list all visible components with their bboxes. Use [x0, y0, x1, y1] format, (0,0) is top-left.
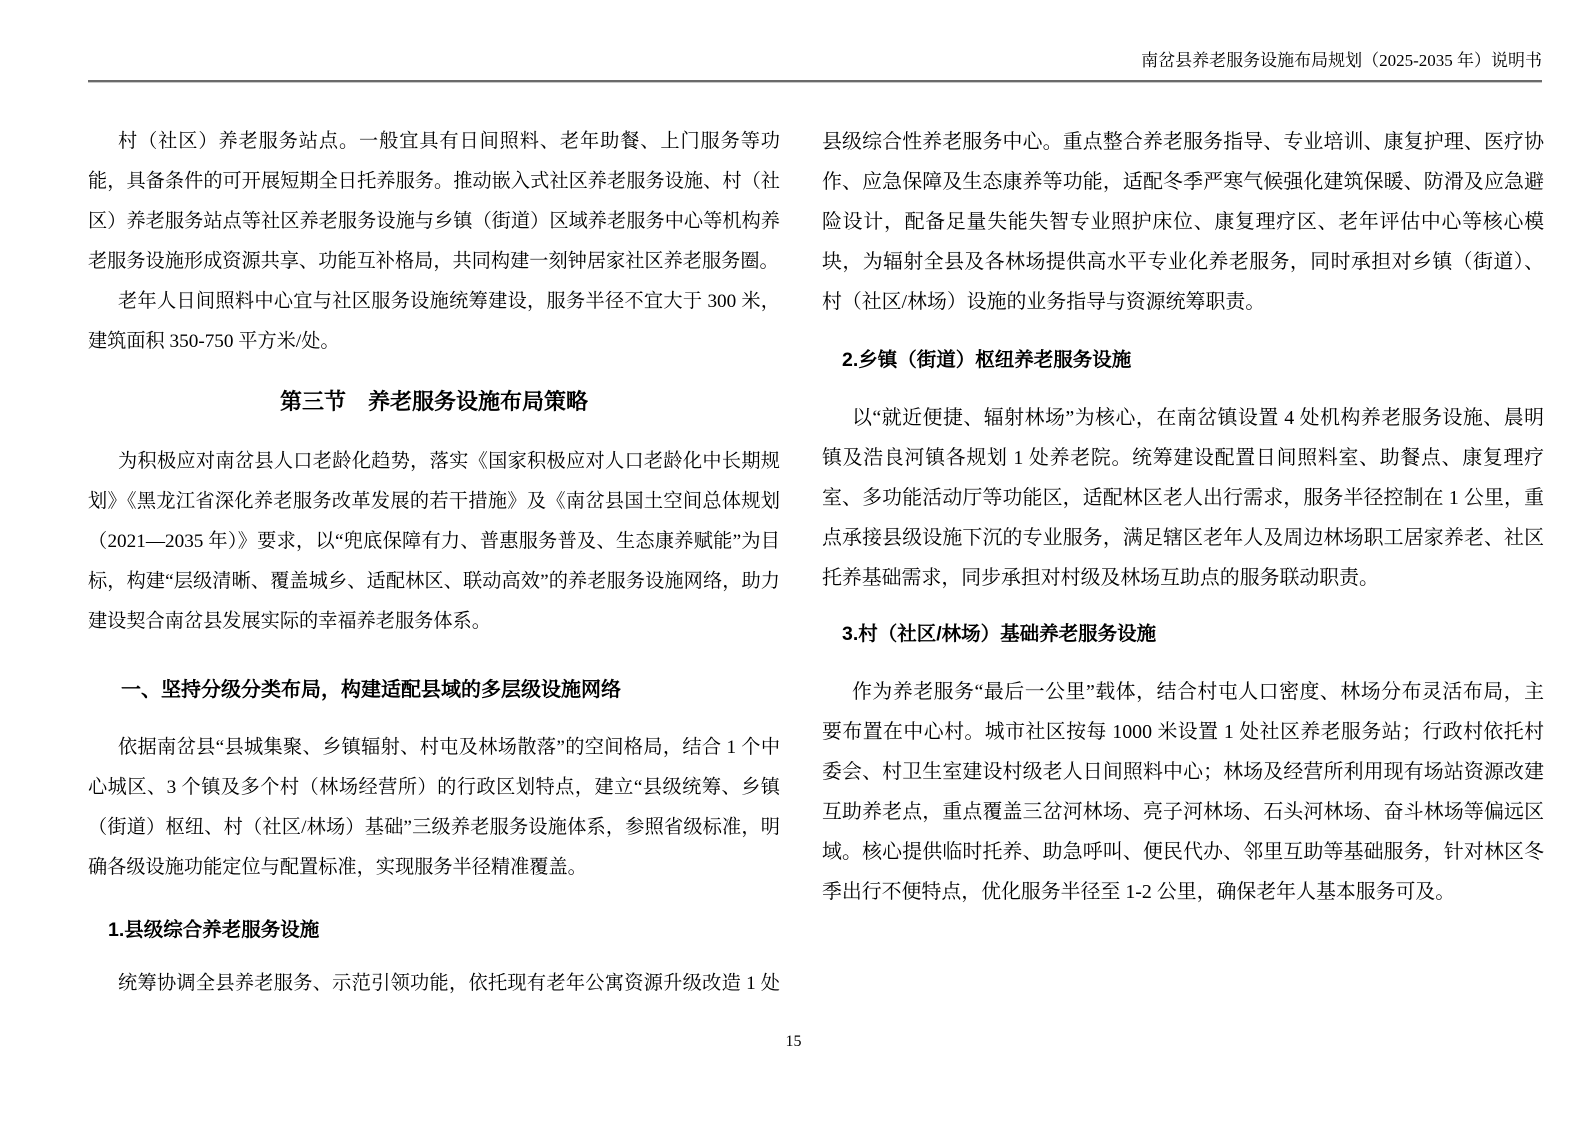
page-number: 15: [785, 1033, 802, 1050]
item3-heading: 3.村（社区/林场）基础养老服务设施: [842, 623, 1157, 645]
page-header-title: 南岔县养老服务设施布局规划（2025-2035 年）说明书: [1141, 51, 1542, 70]
page-header: [0, 0, 1587, 83]
para-hierarchy: 依据南岔县“县城集聚、乡镇辐射、村屯及林场散落”的空间格局，结合 1 个中心城区、3 个镇及多个村（林场经营所）的行政区划特点，建立“县级统筹、乡镇（街道）枢纽、村（社区/林场）基础”三级养老服务设施体系，参照省级标准，明确各级设施功能定位与配置标准，实现服务半径精准覆盖。: [88, 737, 780, 878]
right-column: [822, 122, 1544, 1004]
header-rule: [88, 80, 1542, 83]
subsection-heading: 一、坚持分级分类布局，构建适配县域的多层级设施网络: [121, 679, 621, 701]
item2-heading: 2.乡镇（街道）枢纽养老服务设施: [842, 349, 1132, 371]
para-township: 以“就近便捷、辐射林场”为核心，在南岔镇设置 4 处机构养老服务设施、晨明镇及浩良河镇各规划 1 处养老院。统筹建设配置日间照料室、助餐点、康复理疗室、多功能活动厅等功能区，适配林区老人出行需求，服务半径控制在 1 公里，重点承接县级设施下沉的专业服务，满足辖区老年人及周边林场职工居家养老、社区托养基础需求，同步承担对村级及林场互助点的服务联动职责。: [822, 407, 1544, 589]
section-heading: 第三节 养老服务设施布局策略: [279, 389, 588, 414]
para-village-base: 作为养老服务“最后一公里”载体，结合村屯人口密度、林场分布灵活布局，主要布置在中心村。城市社区按每 1000 米设置 1 处社区养老服务站；行政村依托村委会、村卫生室建设村级老人日间照料中心；林场及经营所利用现有场站资源改建互助养老点，重点覆盖三岔河林场、亮子河林场、石头河林场、奋斗林场等偏远区域。核心提供临时托养、助急呼叫、便民代办、邻里互助等基础服务，针对林区冬季出行不便特点，优化服务半径至 1-2 公里，确保老年人基本服务可及。: [822, 681, 1544, 903]
para-strategy-intro: 为积极应对南岔县人口老龄化趋势，落实《国家积极应对人口老龄化中长期规划》《黑龙江省深化养老服务改革发展的若干措施》及《南岔县国土空间总体规划（2021—2035 年）》要求，以“兜底保障有力、普惠服务普及、生态康养赋能”为目标，构建“层级清晰、覆盖城乡、适配林区、联动高效”的养老服务设施网络，助力建设契合南岔县发展实际的幸福养老服务体系。: [88, 451, 780, 632]
two-column-body: [0, 122, 1587, 1004]
para-county-start: 统筹协调全县养老服务、示范引领功能，依托现有老年公寓资源升级改造 1 处: [118, 973, 780, 994]
para-county-continued: 县级综合性养老服务中心。重点整合养老服务指导、专业培训、康复护理、医疗协作、应急保障及生态康养等功能，适配冬季严寒气候强化建筑保暖、防滑及应急避险设计，配备足量失能失智专业照护床位、康复理疗区、老年评估中心等核心模块，为辐射全县及各林场提供高水平专业化养老服务，同时承担对乡镇（街道）、村（社区/林场）设施的业务指导与资源统筹职责。: [822, 131, 1544, 313]
item1-heading: 1.县级综合养老服务设施: [108, 919, 320, 941]
para-village-station: 村（社区）养老服务站点。一般宜具有日间照料、老年助餐、上门服务等功能，具备条件的可开展短期全日托养服务。推动嵌入式社区养老服务设施、村（社区）养老服务站点等社区养老服务设施与乡镇（街道）区域养老服务中心等机构养老服务设施形成资源共享、功能互补格局，共同构建一刻钟居家社区养老服务圈。: [88, 131, 780, 272]
left-column: [88, 122, 780, 1004]
para-day-care: 老年人日间照料中心宜与社区服务设施统筹建设，服务半径不宜大于 300 米，建筑面积 350-750 平方米/处。: [88, 291, 780, 352]
